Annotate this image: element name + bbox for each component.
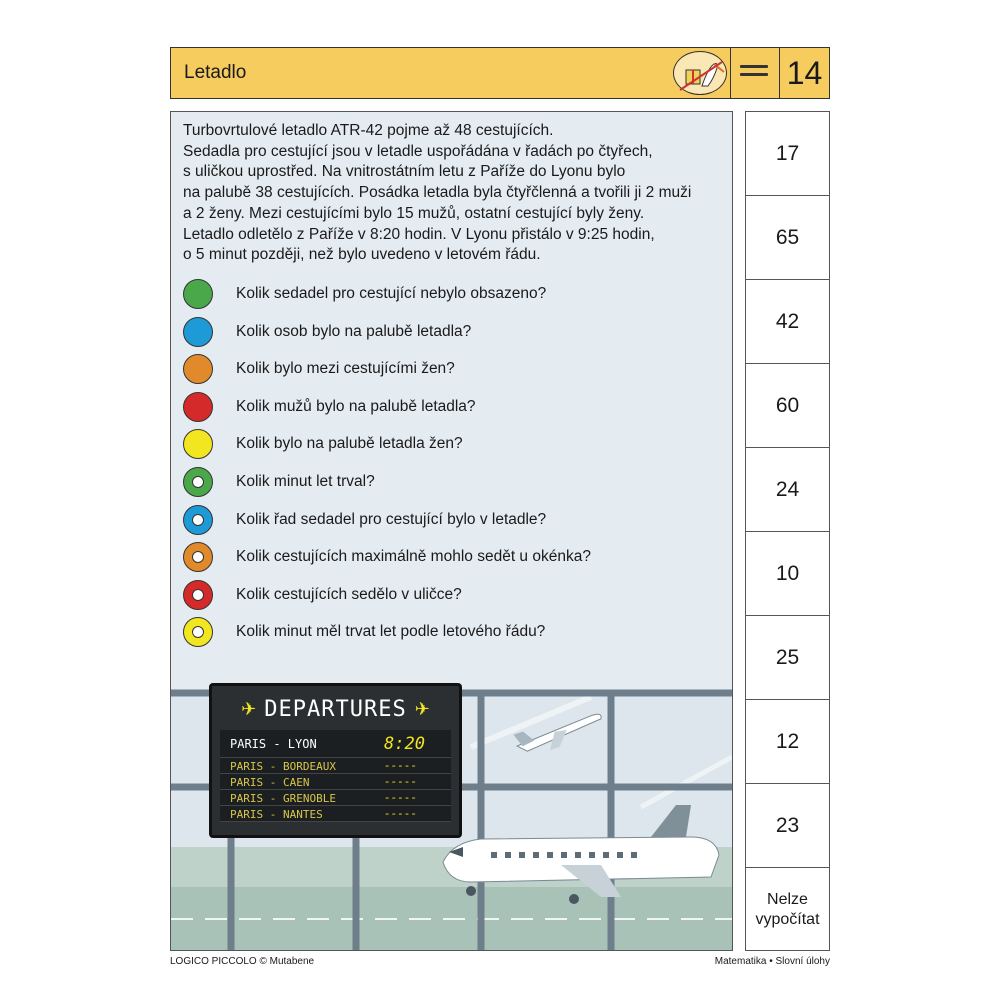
- departures-title: DEPARTURES: [264, 696, 407, 722]
- departure-route: PARIS - BORDEAUX: [230, 760, 336, 773]
- plane-icon: ✈: [241, 698, 257, 719]
- color-ring-marker-icon: [183, 580, 213, 610]
- answer-cell: 23: [746, 784, 829, 868]
- problem-text-line: o 5 minut později, než bylo uvedeno v letovém řádu.: [183, 246, 541, 264]
- answer-cell: 24: [746, 448, 829, 532]
- color-ring-marker-icon: [183, 467, 213, 497]
- stork-with-gift-icon: [673, 51, 727, 95]
- footer-subject: Matematika • Slovní úlohy: [714, 956, 830, 967]
- answer-cell: 60: [746, 364, 829, 448]
- question-text: Kolik minut let trval?: [236, 473, 375, 490]
- departures-board: [209, 683, 462, 838]
- answer-cell: 42: [746, 280, 829, 364]
- question-text: Kolik sedadel pro cestující nebylo obsazeno?: [236, 285, 547, 302]
- color-dot-marker-icon: [183, 429, 213, 459]
- page-title: Letadlo: [184, 62, 247, 83]
- card-number: 14: [786, 55, 823, 91]
- departures-rows: [220, 730, 451, 822]
- problem-text-line: Turbovrtulové letadlo ATR-42 pojme až 48 cestujících.: [183, 122, 554, 139]
- color-dot-marker-icon: [183, 354, 213, 384]
- problem-text: [183, 121, 728, 266]
- color-dot-marker-icon: [183, 279, 213, 309]
- header-bar: [170, 47, 830, 99]
- equals-icon: [740, 65, 768, 83]
- color-ring-marker-icon: [183, 617, 213, 647]
- question-item: [183, 279, 723, 309]
- answer-cell-cannot-compute: [746, 868, 829, 952]
- color-dot-marker-icon: [183, 317, 213, 347]
- departure-route: PARIS - GRENOBLE: [230, 792, 336, 805]
- answer-cell: 65: [746, 196, 829, 280]
- question-text: Kolik řad sedadel pro cestující bylo v letadle?: [236, 510, 547, 528]
- departure-route: PARIS - LYON: [230, 737, 317, 751]
- answer-cell: 25: [746, 616, 829, 700]
- question-item: [183, 317, 723, 347]
- departure-time: 8:20: [384, 734, 425, 754]
- question-item: [183, 392, 723, 422]
- problem-text-line: na palubě 38 cestujících. Posádka letadla byla čtyřčlenná a tvořili ji 2 muži: [183, 184, 692, 202]
- answer-cell: 10: [746, 532, 829, 616]
- plane-icon: ✈: [414, 698, 430, 719]
- question-text: Kolik mužů bylo na palubě letadla?: [236, 397, 476, 415]
- departure-row: [220, 758, 451, 774]
- answer-line: vypočítat: [755, 911, 820, 928]
- problem-text-line: Sedadla pro cestující jsou v letadle uspořádána v řadách po čtyřech,: [183, 142, 653, 160]
- departure-route: PARIS - NANTES: [230, 808, 323, 821]
- footer-publisher: LOGICO PICCOLO © Mutabene: [170, 956, 315, 967]
- problem-text-line: s uličkou uprostřed. Na vnitrostátním letu z Paříže do Lyonu bylo: [183, 163, 626, 181]
- question-item: [183, 505, 723, 535]
- question-item: [183, 354, 723, 384]
- departure-row: [220, 790, 451, 806]
- question-text: Kolik cestujících maximálně mohlo sedět u okénka?: [236, 548, 591, 566]
- answer-line: Nelze: [767, 891, 808, 908]
- problem-text-line: a 2 ženy. Mezi cestujícími bylo 15 mužů, ostatní cestující byly ženy.: [183, 204, 645, 222]
- question-item: [183, 429, 723, 459]
- departure-time: -----: [384, 807, 418, 820]
- departure-time: -----: [384, 759, 418, 772]
- answer-cell: 17: [746, 112, 829, 196]
- departure-time: -----: [384, 791, 418, 804]
- question-item: [183, 542, 723, 572]
- departure-route: PARIS - CAEN: [230, 776, 310, 789]
- question-item: [183, 617, 723, 647]
- header-divider: [730, 48, 731, 98]
- color-dot-marker-icon: [183, 392, 213, 422]
- question-item: [183, 467, 723, 497]
- departure-row: [220, 730, 451, 758]
- color-ring-marker-icon: [183, 505, 213, 535]
- question-text: Kolik bylo mezi cestujícími žen?: [236, 360, 455, 378]
- question-text: Kolik bylo na palubě letadla žen?: [236, 435, 463, 453]
- answer-column: [745, 111, 830, 951]
- question-text: Kolik osob bylo na palubě letadla?: [236, 322, 472, 340]
- problem-text-line: Letadlo odletělo z Paříže v 8:20 hodin. V Lyonu přistálo v 9:25 hodin,: [183, 225, 655, 243]
- color-ring-marker-icon: [183, 542, 213, 572]
- question-text: Kolik minut měl trvat let podle letového řádu?: [236, 623, 546, 641]
- departure-time: -----: [384, 775, 418, 788]
- departure-row: [220, 774, 451, 790]
- departure-row: [220, 806, 451, 822]
- question-item: [183, 580, 723, 610]
- question-text: Kolik cestujících sedělo v uličce?: [236, 585, 462, 603]
- answer-cell: 12: [746, 700, 829, 784]
- problem-panel: [170, 111, 733, 951]
